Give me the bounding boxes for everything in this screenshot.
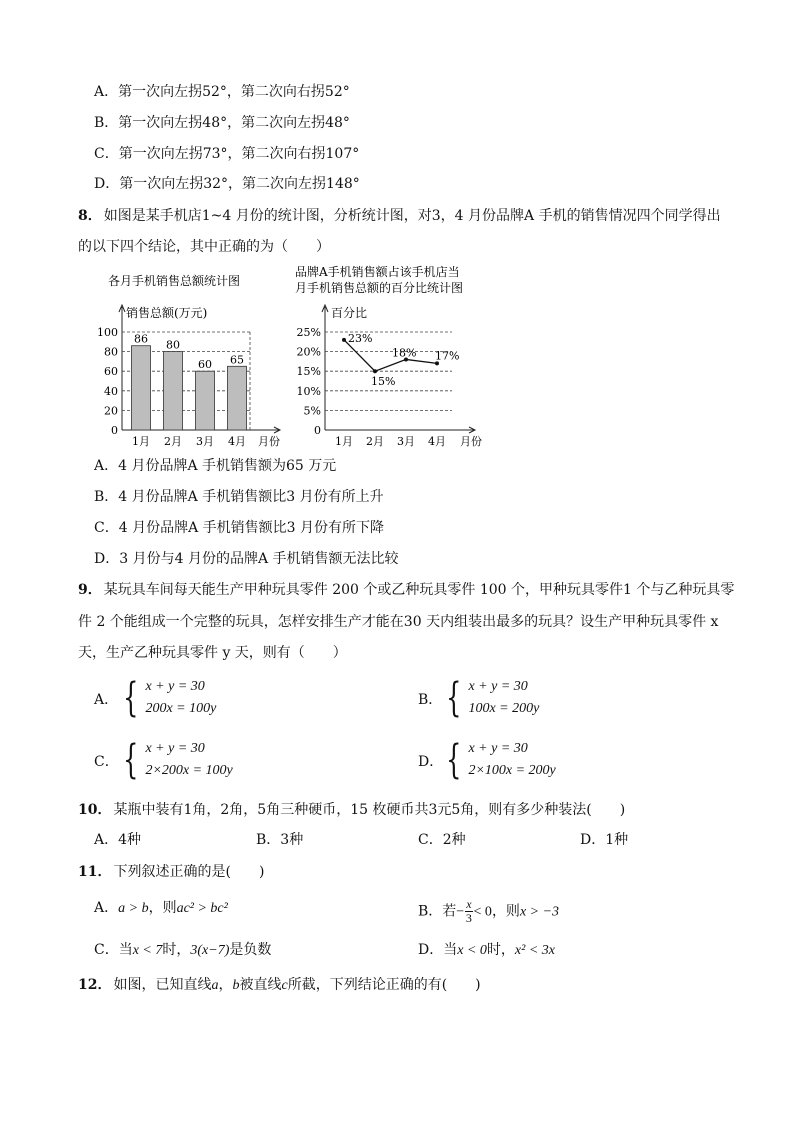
q10-number: 10． [78, 802, 112, 818]
q9-c-eq2: 2×200x = 100y [145, 763, 233, 778]
q9-stem-line2: 件 2 个能组成一个完整的玩具，怎样安排生产才能在30 天内组装出最多的玩具？设生产甲种玩具零件 x [78, 614, 719, 630]
line-y-tick: 5% [303, 404, 321, 418]
bar-x-tick: 2月 [164, 435, 182, 448]
q10-option-b: B．3种 [256, 832, 304, 848]
line-chart-title-1: 品牌A手机销售额占该手机店当 [295, 265, 460, 279]
brace-icon: { [446, 675, 462, 721]
q8-option-d: D．3 月份与4 月份的品牌A 手机销售额无法比较 [94, 551, 399, 567]
q11-stem [78, 862, 264, 882]
line-y-label: 百分比 [331, 306, 368, 320]
line-data-label: 15% [371, 375, 396, 389]
line-x-tick: 1月 [335, 435, 353, 448]
q9-option-b-label: B． [418, 692, 443, 708]
q11-d-label: D．当 [418, 942, 458, 958]
q11-b-lt0: < 0 [473, 904, 492, 920]
q8-stem-line1 [78, 206, 721, 226]
line-y-tick: 10% [296, 384, 321, 398]
q11-a-res: ac² > bc² [176, 901, 228, 916]
brace-icon: { [446, 737, 462, 783]
q12-stem-c: 所截，下列结论正确的有( ) [287, 977, 481, 993]
q9-option-c-system [118, 738, 233, 782]
q8-option-b: B．4 月份品牌A 手机销售额比3 月份有所上升 [94, 489, 384, 505]
q9-c-eq1: x + y = 30 [145, 741, 205, 756]
bar-chart [97, 305, 280, 448]
q8-number: 8． [78, 208, 102, 224]
line-y-tick: 15% [296, 365, 321, 379]
q7-option-a: A．第一次向左拐52°，第二次向右拐52° [94, 84, 350, 100]
q12-var-c: c [281, 978, 288, 993]
line-y-tick: 25% [296, 326, 321, 339]
q11-option-a [94, 898, 228, 919]
bar-y-tick: 100 [97, 326, 118, 339]
bar-x-tick: 3月 [196, 435, 214, 448]
q9-option-a-label: A． [94, 692, 119, 708]
q7-option-b: B．第一次向左拐48°，第二次向左拐48° [94, 115, 350, 131]
q11-stem-text: 下列叙述正确的是( ) [113, 864, 265, 880]
q11-c-mid: 时， [162, 942, 191, 958]
q9-option-a-system [118, 676, 216, 720]
line-point [373, 369, 377, 373]
q11-d-cond: x < 0 [457, 943, 487, 958]
q9-option-d-system [441, 738, 556, 782]
brace-icon: { [123, 675, 139, 721]
q8-option-c: C．4 月份品牌A 手机销售额比3 月份有所下降 [94, 520, 384, 536]
line-chart [297, 305, 482, 448]
bar-data-label: 80 [166, 338, 180, 352]
q9-option-b-system [441, 676, 539, 720]
q11-c-label: C．当 [94, 942, 133, 958]
q11-d-res: x² < 3x [514, 943, 555, 958]
line-x-tick: 3月 [397, 435, 415, 448]
bar-x-tick: 4月 [228, 435, 246, 448]
q9-option-c-label: C． [94, 754, 119, 770]
q11-c-expr: 3(x−7) [190, 943, 230, 958]
bar [228, 366, 247, 430]
bar-x-label: 月份 [258, 435, 280, 448]
bar [132, 346, 151, 430]
line-y-tick: 20% [296, 345, 321, 359]
q10-option-d: D．1种 [580, 832, 629, 848]
q12-stem-a: 如图，已知直线 [113, 977, 212, 993]
q9-b-eq2: 100x = 200y [468, 701, 540, 716]
q9-stem-line1 [78, 580, 734, 600]
line-data-label: 17% [435, 349, 460, 363]
line-chart-title-2: 月手机销售总额的百分比统计图 [295, 281, 464, 295]
bar-y-tick: 20 [104, 404, 118, 418]
q11-b-minus: − [456, 904, 465, 920]
q11-option-b [418, 898, 559, 925]
q9-stem-text1: 某玩具车间每天能生产甲种玩具零件 200 个或乙种玩具零件 100 个，甲种玩具零件1 个与乙种玩具零 [103, 582, 735, 598]
q12-stem-b: 被直线 [239, 977, 282, 993]
q8-charts [90, 262, 510, 452]
q11-option-c [94, 940, 271, 961]
q9-b-eq1: x + y = 30 [468, 679, 528, 694]
line-x-tick: 4月 [428, 435, 446, 448]
q9-number: 9． [78, 582, 102, 598]
q7-option-c: C．第一次向左拐73°，第二次向右拐107° [94, 146, 360, 162]
q11-c-cond: x < 7 [132, 943, 163, 958]
line-y-tick: 0 [314, 424, 321, 437]
q11-b-res: x > −3 [519, 904, 560, 920]
bar-y-label: 销售总额(万元) [126, 306, 208, 320]
q12-var-a: a [211, 978, 219, 993]
q11-b-den: 3 [465, 911, 472, 925]
line-data-label: 18% [392, 346, 417, 360]
q9-option-d-label: D． [418, 754, 444, 770]
bar-data-label: 65 [230, 353, 244, 367]
bar-x-tick: 1月 [132, 435, 150, 448]
q11-a-cond: a > b [118, 901, 149, 916]
bar-y-tick: 60 [104, 365, 118, 379]
q11-b-label: B．若 [418, 903, 457, 920]
q9-d-eq2: 2×100x = 200y [468, 763, 556, 778]
q8-stem-line2: 的以下四个结论，其中正确的为（ ） [78, 239, 330, 255]
bar-chart-title: 各月手机销售总额统计图 [108, 274, 241, 288]
bar-data-label: 86 [134, 332, 148, 346]
bar [196, 371, 215, 430]
bar-y-tick: 40 [104, 384, 118, 398]
q12-var-b: b [232, 978, 240, 993]
bar-y-tick: 0 [111, 424, 118, 437]
q11-a-label: A． [94, 900, 119, 916]
brace-icon: { [123, 737, 139, 783]
q11-d-mid: 时， [486, 942, 515, 958]
q12-number: 12． [78, 977, 112, 993]
line-x-tick: 2月 [366, 435, 384, 448]
q11-number: 11． [78, 864, 112, 880]
q8-stem-text1: 如图是某手机店1~4 月份的统计图，分析统计图，对3，4 月份品牌A 手机的销售情况四个同学得出 [103, 208, 721, 224]
q11-b-mid: ，则 [491, 903, 520, 920]
q7-option-d: D．第一次向左拐32°，第二次向左拐148° [94, 176, 360, 192]
line-x-label: 月份 [460, 435, 482, 448]
q10-stem [78, 800, 625, 820]
q11-a-mid: ，则 [148, 900, 177, 916]
q11-b-fraction [465, 898, 472, 925]
q9-stem-line3: 天，生产乙种玩具零件 y 天，则有（ ） [78, 645, 347, 661]
q10-stem-text: 某瓶中装有1角，2角，5角三种硬币，15 枚硬币共3元5角，则有多少种装法( ) [113, 802, 626, 818]
q8-option-a: A．4 月份品牌A 手机销售额为65 万元 [94, 458, 337, 474]
q9-a-eq1: x + y = 30 [145, 679, 205, 694]
q11-b-num: x [466, 897, 472, 911]
q10-option-a: A．4种 [94, 832, 142, 848]
q11-option-d [418, 940, 555, 961]
q9-a-eq2: 200x = 100y [145, 701, 217, 716]
line-point [342, 338, 346, 342]
q10-option-c: C．2种 [418, 832, 466, 848]
q12-sep: ， [218, 977, 233, 993]
q12-stem [78, 975, 481, 996]
q9-d-eq1: x + y = 30 [468, 741, 528, 756]
bar-y-tick: 80 [104, 345, 118, 359]
bar [164, 352, 183, 430]
bar-data-label: 60 [198, 358, 212, 372]
q11-c-tail: 是负数 [229, 942, 272, 958]
line-data-label: 23% [348, 331, 373, 345]
